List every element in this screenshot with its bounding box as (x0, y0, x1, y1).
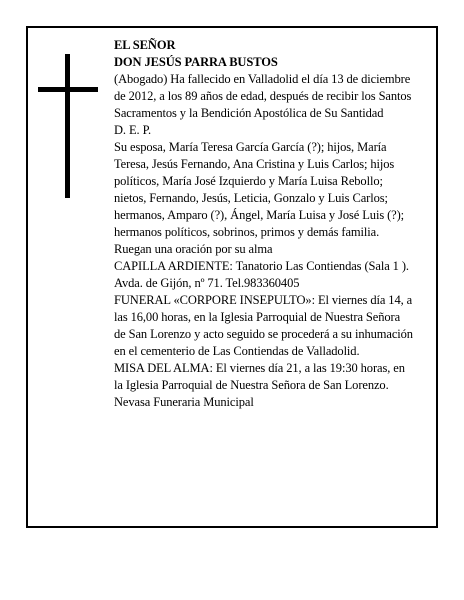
latin-cross-icon (38, 54, 98, 198)
obituary-text (114, 37, 414, 411)
paragraph-misa-del-alma: MISA DEL ALMA: El viernes día 21, a las 19:30 horas, en la Iglesia Parroquial de Nuestra Señora de San Lorenzo. (114, 361, 405, 392)
paragraph-funeral-home: Nevasa Funeraria Municipal (114, 395, 254, 409)
paragraph-capilla-ardiente: CAPILLA ARDIENTE: Tanatorio Las Contiendas (Sala 1 ). Avda. de Gijón, nº 71. Tel.983360405 (114, 259, 409, 290)
paragraph-prayer-request: Ruegan una oración por su alma (114, 242, 273, 256)
cross-horizontal-bar (38, 87, 98, 92)
heading-title: EL SEÑOR (114, 38, 176, 52)
paragraph-funeral: FUNERAL «CORPORE INSEPULTO»: El viernes día 14, a las 16,00 horas, en la Iglesia Parroquial de Nuestra Señora de San Lorenzo y acto seguido se procederá a su inhumación en el cementerio de Las Contiendas de Valladolid. (114, 293, 413, 358)
paragraph-death-announcement: (Abogado) Ha fallecido en Valladolid el día 13 de diciembre de 2012, a los 89 años de edad, después de recibir los Santos Sacramentos y la Bendición Apostólica de Su Santidad (114, 72, 412, 120)
paragraph-family: Su esposa, María Teresa García García (?); hijos, María Teresa, Jesús Fernando, Ana Cristina y Luis Carlos; hijos políticos, María José Izquierdo y María Luisa Rebollo; nietos, Fernando, Jesús, Leticia, Gonzalo y Luis Carlos; hermanos, Amparo (?), Ángel, María Luisa y José Luis (?); hermanos políticos, sobrinos, primos y demás familia. (114, 140, 405, 239)
heading-deceased-name: DON JESÚS PARRA BUSTOS (114, 55, 278, 69)
cross-vertical-bar (65, 54, 70, 198)
paragraph-dep: D. E. P. (114, 123, 152, 137)
